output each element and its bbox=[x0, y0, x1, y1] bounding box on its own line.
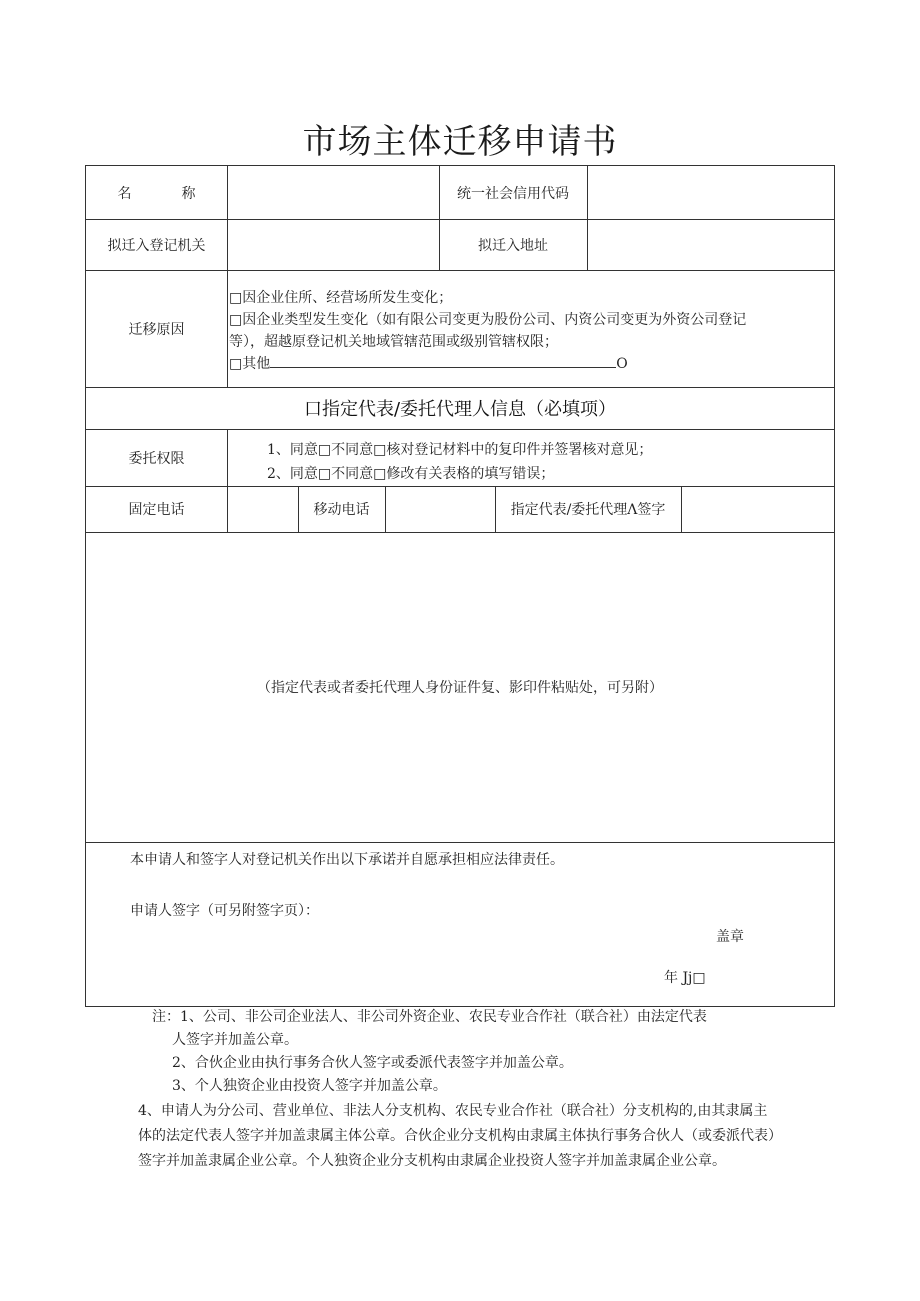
fixed-phone-input[interactable] bbox=[227, 486, 298, 532]
seal-label: 盖章 bbox=[716, 929, 744, 945]
reason-option-type-line2: 等），超越原登记机关地域管辖范围或级别管辖权限； bbox=[229, 334, 558, 350]
reason-other-label: □其他 bbox=[229, 356, 271, 372]
note-1-line1: 注：1、公司、非公司企业法人、非公司外资企业、农民专业合作社（联合社）由法定代表 bbox=[152, 1009, 707, 1025]
reason-other-end: O bbox=[616, 356, 628, 372]
name-label-cell bbox=[86, 166, 227, 219]
reason-option-address[interactable]: □因企业住所、经营场所发生变化； bbox=[229, 290, 453, 306]
target-address-label: 拟迁入地址 bbox=[478, 237, 548, 254]
agent-section-title: 口指定代表/委托代理人信息（必填项） bbox=[303, 399, 617, 420]
id-paste-hint: （指定代表或者委托代理人身份证件复、影印件粘贴处，可另附） bbox=[257, 680, 663, 696]
authority-option-correct[interactable]: 2、同意□不同意□修改有关表格的填写错误； bbox=[267, 466, 555, 482]
authority-label: 委托权限 bbox=[128, 450, 185, 467]
agent-signature-label: 指定代表/委托代理Λ签字 bbox=[510, 502, 666, 518]
application-form bbox=[85, 165, 835, 1007]
reason-label: 迁移原因 bbox=[128, 321, 185, 338]
target-authority-input[interactable] bbox=[227, 219, 439, 270]
reason-option-other[interactable] bbox=[229, 353, 628, 375]
note-4-line1: 4、申请人为分公司、营业单位、非法人分支机构、农民专业合作社（联合社）分支机构的,由其隶属主 bbox=[138, 1103, 768, 1119]
mobile-phone-label: 移动电话 bbox=[313, 502, 370, 518]
col-divider bbox=[227, 270, 228, 387]
mobile-phone-input[interactable] bbox=[385, 486, 495, 532]
credit-code-label: 统一社会信用代码 bbox=[457, 185, 569, 202]
name-input[interactable] bbox=[227, 166, 439, 219]
col-divider bbox=[227, 429, 228, 486]
note-4-line3: 签字并加盖隶属企业公章。个人独资企业分支机构由隶属企业投资人签字并加盖隶属企业公章。 bbox=[138, 1153, 726, 1169]
target-authority-label: 拟迁入登记机关 bbox=[107, 237, 206, 254]
reason-option-type-line1[interactable]: □因企业类型发生变化（如有限公司变更为股份公司、内资公司变更为外资公司登记 bbox=[229, 312, 747, 328]
agent-signature-input[interactable] bbox=[681, 486, 834, 532]
applicant-signature-label: 申请人签字（可另附签字页）： bbox=[130, 903, 319, 919]
fixed-phone-label: 固定电话 bbox=[128, 502, 185, 518]
date-label: 年 Jj□ bbox=[664, 970, 706, 986]
authority-option-verify[interactable]: 1、同意□不同意□核对登记材料中的复印件并签署核对意见； bbox=[267, 442, 653, 458]
note-2: 2、合伙企业由执行事务合伙人签字或委派代表签字并加盖公章。 bbox=[172, 1055, 573, 1071]
note-1-line2: 人签字并加盖公章。 bbox=[172, 1032, 298, 1048]
name-label-2: 称 bbox=[181, 185, 196, 202]
target-address-input[interactable] bbox=[587, 219, 834, 270]
note-3: 3、个人独资企业由投资人签字并加盖公章。 bbox=[172, 1078, 447, 1094]
name-label: 名 bbox=[117, 185, 132, 202]
note-4-line2: 体的法定代表人签字并加盖隶属主体公章。合伙企业分支机构由隶属主体执行事务合伙人（或委派代表） bbox=[138, 1128, 782, 1144]
credit-code-input[interactable] bbox=[587, 166, 834, 219]
row-divider bbox=[86, 842, 834, 843]
id-paste-area[interactable] bbox=[86, 532, 834, 842]
pledge-text: 本申请人和签字人对登记机关作出以下承诺并自愿承担相应法律责任。 bbox=[130, 852, 564, 868]
page-title: 市场主体迁移申请书 bbox=[302, 122, 618, 162]
reason-other-blank[interactable] bbox=[270, 353, 616, 368]
